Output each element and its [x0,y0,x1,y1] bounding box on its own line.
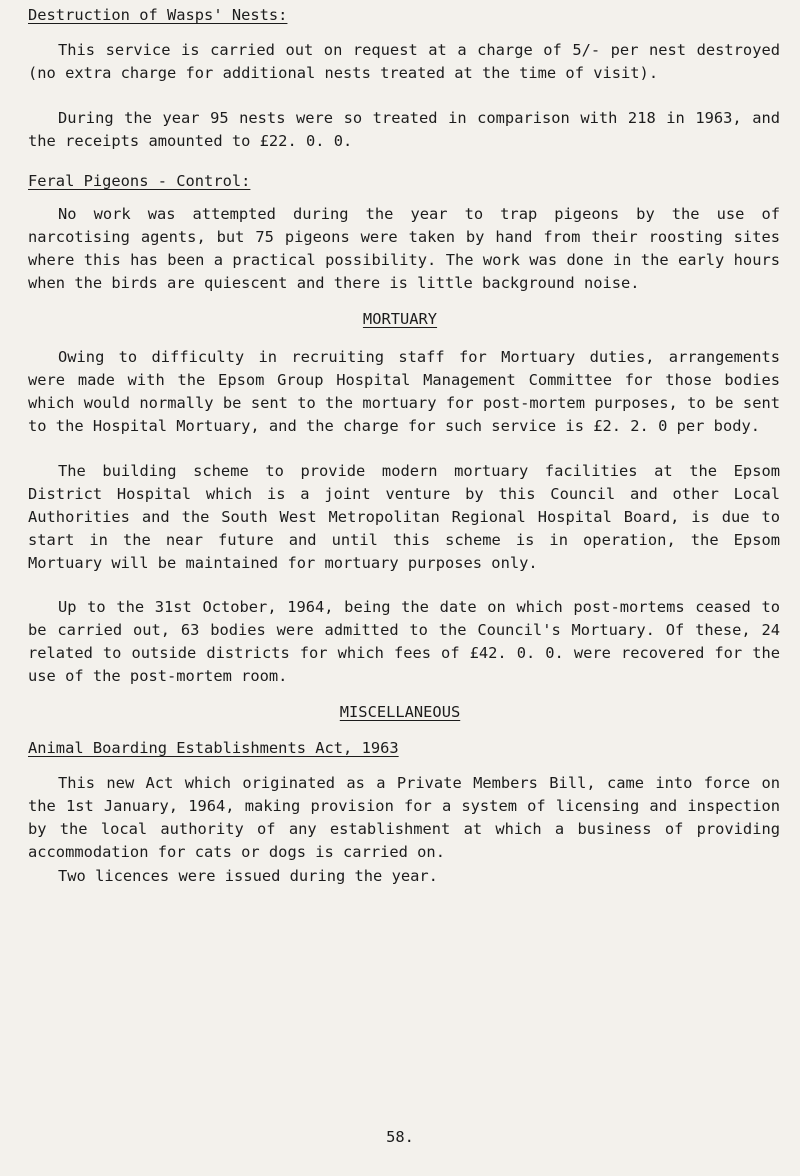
pigeons-paragraph-1: No work was attempted during the year to trap pigeons by the use of narcotising agents, but 75 pigeons were taken by hand from their roosting sites where this has been a practical possibility. The work was done in the early hours when the birds are quiescent and there is little background noise. [28,205,780,292]
mortuary-paragraph-3: Up to the 31st October, 1964, being the date on which post-mortems ceased to be carried out, 63 bodies were admitted to the Council's Mortuary. Of these, 24 related to outside districts for which fees of £42. 0. 0. were recovered for the use of the post-mortem room. [28,598,780,685]
page-number: 58. [386,1128,414,1146]
mortuary-heading: MORTUARY [362,310,438,328]
wasps-paragraph-2: During the year 95 nests were so treated in comparison with 218 in 1963, and the receipts amounted to £22. 0. 0. [28,109,780,150]
wasps-paragraph-1: This service is carried out on request at a charge of 5/- per nest destroyed (no extra charge for additional nests treated at the time of visit). [28,41,780,82]
misc-paragraph-1: This new Act which originated as a Private Members Bill, came into force on the 1st January, 1964, making provision for a system of licensing and inspection by the local authority of any establishment at which a business of providing accommodation for cats or dogs is carried on. [28,774,780,861]
mortuary-paragraph-1: Owing to difficulty in recruiting staff for Mortuary duties, arrangements were made with the Epsom Group Hospital Management Committee for those bodies which would normally be sent to the mortuary for post-mortem purposes, to be sent to the Hospital Mortuary, and the charge for such service is £2. 2. 0 per body. [28,348,780,435]
misc-paragraph-2: Two licences were issued during the year. [58,867,438,885]
pigeons-heading: Feral Pigeons - Control: [28,172,251,190]
wasps-heading: Destruction of Wasps' Nests: [28,6,288,24]
miscellaneous-heading: MISCELLANEOUS [339,703,461,721]
mortuary-paragraph-2: The building scheme to provide modern mortuary facilities at the Epsom District Hospital which is a joint venture by this Council and other Local Authorities and the South West Metropolitan Regional Hospital Board, is due to start in the near future and until this scheme is in operation, the Epsom Mortuary will be maintained for mortuary purposes only. [28,462,780,572]
animal-boarding-subheading: Animal Boarding Establishments Act, 1963 [28,739,399,757]
